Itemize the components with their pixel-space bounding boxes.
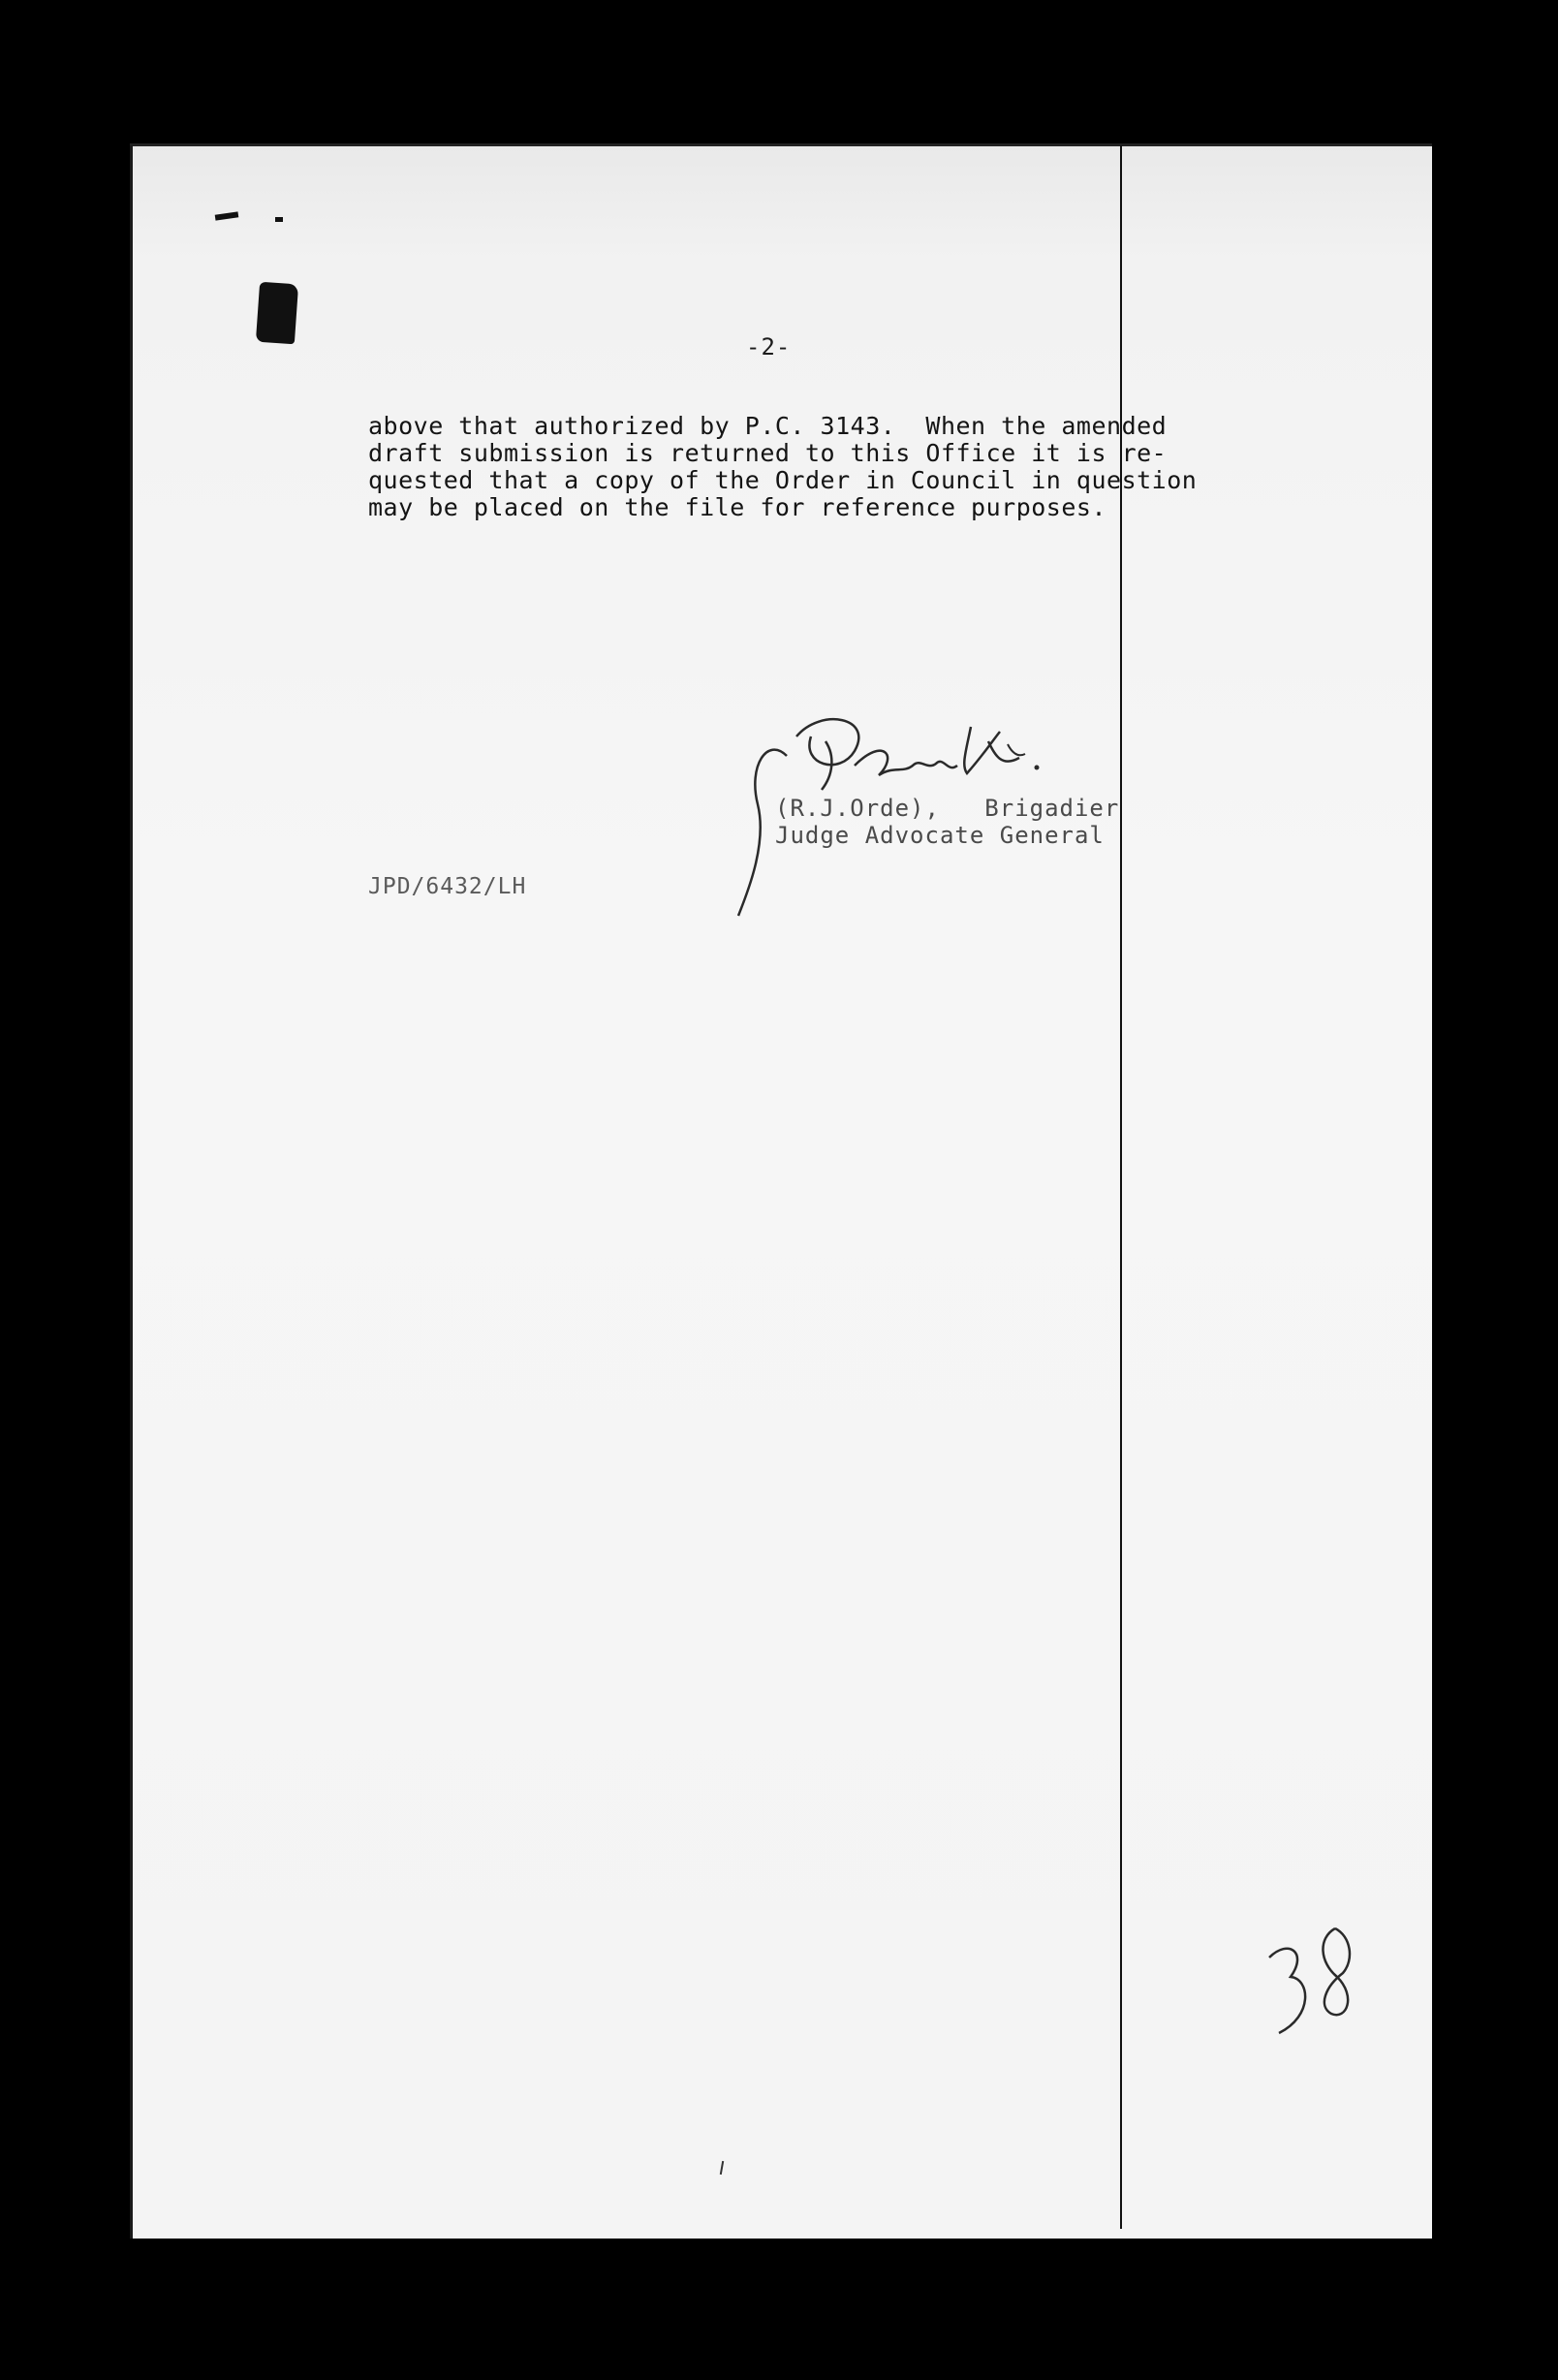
reference-code: JPD/6432/LH	[368, 874, 527, 899]
staple-dot	[275, 217, 283, 222]
body-paragraph	[368, 413, 1197, 521]
body-line-1: above that authorized by P.C. 3143. When the amended	[368, 412, 1168, 440]
handwritten-folio-number	[1250, 1909, 1366, 2054]
punch-hole-mark	[256, 282, 298, 345]
page-top-edge	[130, 143, 1432, 146]
body-line-3: quested that a copy of the Order in Council in question	[368, 466, 1198, 494]
page-number: -2-	[746, 333, 792, 360]
body-line-4: may be placed on the file for reference purposes.	[368, 493, 1107, 521]
page-left-edge	[130, 145, 133, 2239]
signatory-title: Judge Advocate General	[775, 822, 1105, 849]
folio-number-text: 38	[1250, 1909, 1252, 1910]
signatory-name-rank: (R.J.Orde), Brigadier	[775, 795, 1120, 822]
body-line-2: draft submission is returned to this Office it is re-	[368, 439, 1168, 467]
signature-block	[775, 795, 1119, 849]
